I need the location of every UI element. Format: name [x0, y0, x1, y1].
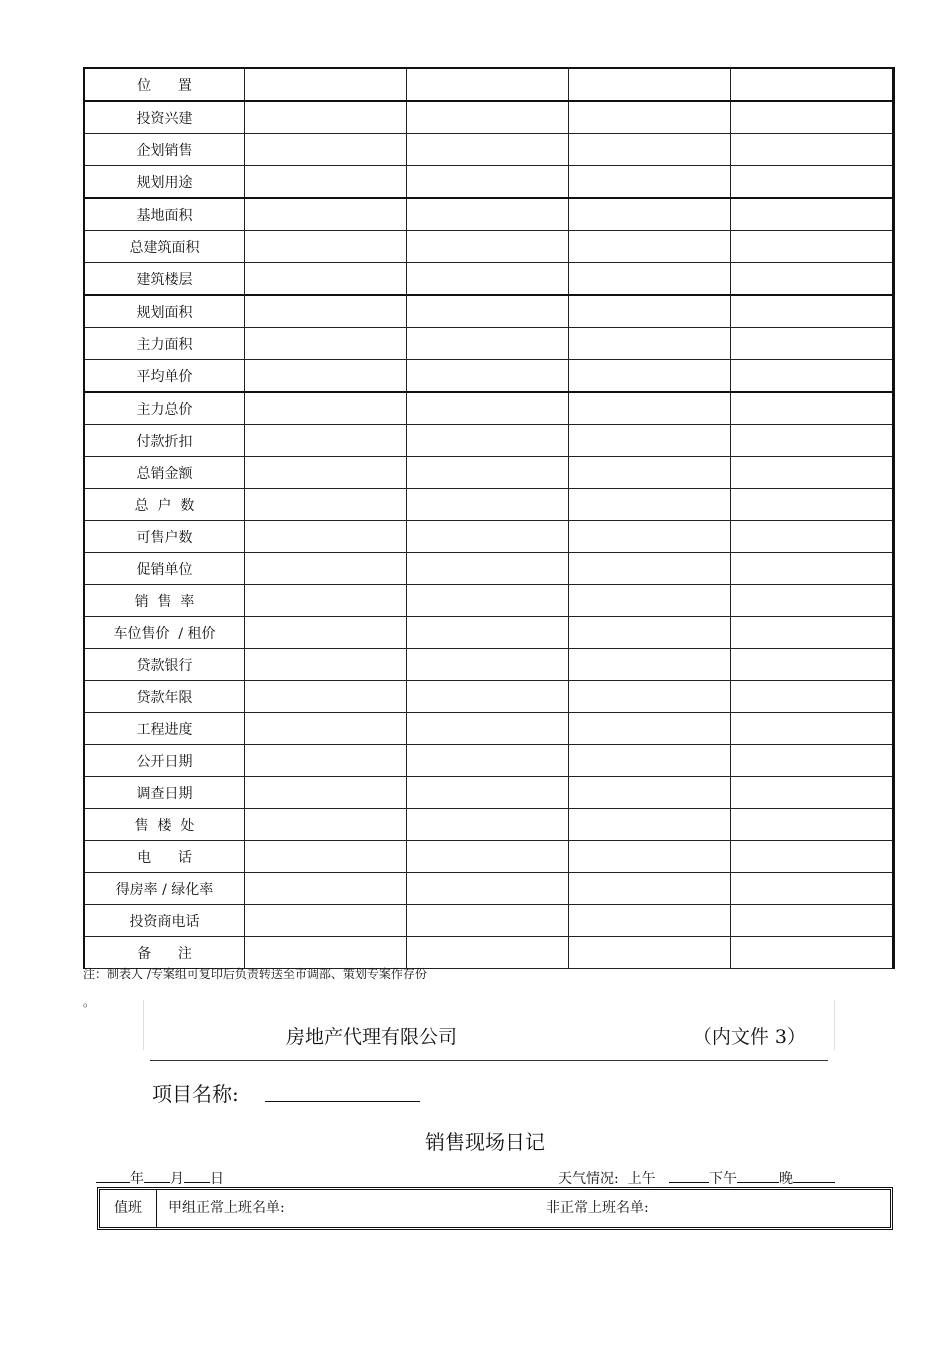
entry-cell[interactable]: [245, 521, 407, 553]
entry-cell[interactable]: [407, 553, 569, 585]
row-label: 贷款年限: [84, 681, 245, 713]
entry-cell[interactable]: [731, 134, 894, 166]
table-row: [84, 777, 894, 809]
day-label: 日: [210, 1171, 224, 1187]
entry-cell[interactable]: [245, 392, 407, 425]
entry-cell[interactable]: [569, 585, 731, 617]
row-label: 备 注: [84, 937, 245, 969]
entry-cell[interactable]: [569, 841, 731, 873]
entry-cell[interactable]: [407, 360, 569, 393]
entry-cell[interactable]: [245, 198, 407, 231]
evening-label: 晚: [778, 1171, 793, 1187]
row-label: 售 楼 处: [84, 809, 245, 841]
entry-cell[interactable]: [407, 328, 569, 360]
entry-cell[interactable]: [569, 905, 731, 937]
table-row: [84, 873, 894, 905]
row-label: 总建筑面积: [84, 231, 245, 263]
entry-cell[interactable]: [407, 198, 569, 231]
row-label: 总销金额: [84, 457, 245, 489]
row-label: 规划面积: [84, 295, 245, 328]
footnote-period: 。: [83, 995, 96, 1009]
entry-cell[interactable]: [569, 263, 731, 296]
row-label: 总 户 数: [84, 489, 245, 521]
table-row: [84, 617, 894, 649]
entry-cell[interactable]: [731, 585, 894, 617]
table-row: [84, 937, 894, 969]
evening-blank[interactable]: [793, 1170, 835, 1183]
entry-cell[interactable]: [407, 681, 569, 713]
entry-cell[interactable]: [245, 777, 407, 809]
entry-cell[interactable]: [731, 809, 894, 841]
row-label: 可售户数: [84, 521, 245, 553]
entry-cell[interactable]: [245, 101, 407, 134]
afternoon-blank[interactable]: [737, 1170, 779, 1183]
entry-cell[interactable]: [731, 841, 894, 873]
entry-cell[interactable]: [245, 231, 407, 263]
entry-cell[interactable]: [407, 617, 569, 649]
entry-cell[interactable]: [731, 617, 894, 649]
date-line: [96, 1168, 224, 1188]
entry-cell[interactable]: [407, 521, 569, 553]
survey-table: [83, 67, 895, 969]
entry-cell[interactable]: [407, 425, 569, 457]
entry-cell[interactable]: [407, 231, 569, 263]
row-label: 调查日期: [84, 777, 245, 809]
entry-cell[interactable]: [245, 905, 407, 937]
row-label: 平均单价: [84, 360, 245, 393]
entry-cell[interactable]: [731, 905, 894, 937]
table-row: [84, 649, 894, 681]
entry-cell[interactable]: [569, 713, 731, 745]
table-row: [84, 295, 894, 328]
entry-cell[interactable]: [245, 166, 407, 199]
entry-cell[interactable]: [407, 134, 569, 166]
entry-cell[interactable]: [569, 166, 731, 199]
row-label: 位 置: [84, 68, 245, 101]
table-row: [84, 392, 894, 425]
entry-cell[interactable]: [407, 263, 569, 296]
row-label: 付款折扣: [84, 425, 245, 457]
entry-cell[interactable]: [569, 873, 731, 905]
entry-cell[interactable]: [731, 295, 894, 328]
entry-cell[interactable]: [407, 101, 569, 134]
entry-cell[interactable]: [569, 937, 731, 969]
entry-cell[interactable]: [569, 101, 731, 134]
entry-cell[interactable]: [245, 745, 407, 777]
entry-cell[interactable]: [245, 841, 407, 873]
entry-cell[interactable]: [569, 809, 731, 841]
entry-cell[interactable]: [569, 521, 731, 553]
irregular-label: 非正常上班名单:: [546, 1200, 649, 1216]
table-row: [84, 263, 894, 296]
month-blank[interactable]: [144, 1170, 170, 1183]
row-label: 促销单位: [84, 553, 245, 585]
table-row: [84, 68, 894, 101]
row-label: 投资商电话: [84, 905, 245, 937]
project-name-field[interactable]: [265, 1101, 420, 1102]
document-header: [143, 1000, 835, 1050]
entry-cell[interactable]: [407, 295, 569, 328]
row-label: 车位售价 / 租价: [84, 617, 245, 649]
row-label: 销 售 率: [84, 585, 245, 617]
table-row: [84, 101, 894, 134]
entry-cell[interactable]: [407, 585, 569, 617]
duty-roster-box: [97, 1187, 893, 1230]
entry-cell[interactable]: [245, 649, 407, 681]
entry-cell[interactable]: [731, 198, 894, 231]
table-row: [84, 457, 894, 489]
entry-cell[interactable]: [245, 263, 407, 296]
entry-cell[interactable]: [731, 489, 894, 521]
entry-cell[interactable]: [731, 713, 894, 745]
table-row: [84, 489, 894, 521]
entry-cell[interactable]: [245, 295, 407, 328]
group-a-label: 甲组正常上班名单:: [168, 1200, 285, 1216]
header-rule: [150, 1060, 828, 1061]
entry-cell[interactable]: [731, 392, 894, 425]
entry-cell[interactable]: [731, 873, 894, 905]
entry-cell[interactable]: [569, 360, 731, 393]
entry-cell[interactable]: [569, 295, 731, 328]
entry-cell[interactable]: [569, 745, 731, 777]
entry-cell[interactable]: [731, 521, 894, 553]
entry-cell[interactable]: [731, 166, 894, 199]
entry-cell[interactable]: [407, 392, 569, 425]
entry-cell[interactable]: [731, 745, 894, 777]
entry-cell[interactable]: [731, 231, 894, 263]
entry-cell[interactable]: [407, 745, 569, 777]
row-label: 基地面积: [84, 198, 245, 231]
afternoon-label: 下午: [708, 1171, 737, 1187]
company-name: 房地产代理有限公司: [286, 1026, 458, 1048]
table-row: [84, 198, 894, 231]
entry-cell[interactable]: [245, 553, 407, 585]
entry-cell[interactable]: [407, 68, 569, 101]
morning-blank[interactable]: [669, 1170, 709, 1183]
row-label: 得房率 / 绿化率: [84, 873, 245, 905]
entry-cell[interactable]: [731, 68, 894, 101]
row-label: 投资兴建: [84, 101, 245, 134]
entry-cell[interactable]: [569, 231, 731, 263]
table-row: [84, 809, 894, 841]
entry-cell[interactable]: [407, 166, 569, 199]
table-row: [84, 841, 894, 873]
entry-cell[interactable]: [569, 617, 731, 649]
table-row: [84, 745, 894, 777]
row-label: 建筑楼层: [84, 263, 245, 296]
table-row: [84, 521, 894, 553]
entry-cell[interactable]: [569, 457, 731, 489]
entry-cell[interactable]: [407, 937, 569, 969]
table-row: [84, 585, 894, 617]
entry-cell[interactable]: [245, 425, 407, 457]
table-row: [84, 231, 894, 263]
entry-cell[interactable]: [245, 134, 407, 166]
entry-cell[interactable]: [731, 101, 894, 134]
entry-cell[interactable]: [569, 649, 731, 681]
entry-cell[interactable]: [407, 809, 569, 841]
entry-cell[interactable]: [569, 134, 731, 166]
table-row: [84, 166, 894, 199]
entry-cell[interactable]: [245, 585, 407, 617]
diary-title: 销售现场日记: [425, 1130, 545, 1154]
row-label: 电 话: [84, 841, 245, 873]
entry-cell[interactable]: [569, 553, 731, 585]
file-tag: （内文件 3）: [692, 1026, 806, 1048]
entry-cell[interactable]: [731, 425, 894, 457]
project-name-label: 项目名称:: [152, 1082, 239, 1106]
duty-label: 值班: [100, 1190, 157, 1227]
table-row: [84, 905, 894, 937]
day-blank[interactable]: [184, 1170, 210, 1183]
entry-cell[interactable]: [569, 489, 731, 521]
entry-cell[interactable]: [245, 617, 407, 649]
entry-cell[interactable]: [569, 392, 731, 425]
entry-cell[interactable]: [731, 360, 894, 393]
entry-cell[interactable]: [245, 489, 407, 521]
table-row: [84, 425, 894, 457]
weather-label: 天气情况: 上午: [558, 1171, 656, 1187]
entry-cell[interactable]: [407, 649, 569, 681]
entry-cell[interactable]: [407, 873, 569, 905]
entry-cell[interactable]: [731, 649, 894, 681]
row-label: 规划用途: [84, 166, 245, 199]
entry-cell[interactable]: [407, 841, 569, 873]
table-row: [84, 713, 894, 745]
entry-cell[interactable]: [731, 263, 894, 296]
entry-cell[interactable]: [731, 328, 894, 360]
table-row: [84, 553, 894, 585]
entry-cell[interactable]: [245, 713, 407, 745]
entry-cell[interactable]: [569, 328, 731, 360]
entry-cell[interactable]: [731, 681, 894, 713]
entry-cell[interactable]: [245, 681, 407, 713]
entry-cell[interactable]: [407, 457, 569, 489]
entry-cell[interactable]: [407, 713, 569, 745]
year-blank[interactable]: [96, 1170, 130, 1183]
entry-cell[interactable]: [245, 68, 407, 101]
table-row: [84, 328, 894, 360]
entry-cell[interactable]: [731, 777, 894, 809]
table-row: [84, 360, 894, 393]
entry-cell[interactable]: [569, 68, 731, 101]
entry-cell[interactable]: [569, 777, 731, 809]
entry-cell[interactable]: [569, 681, 731, 713]
row-label: 贷款银行: [84, 649, 245, 681]
entry-cell[interactable]: [245, 457, 407, 489]
entry-cell[interactable]: [407, 905, 569, 937]
entry-cell[interactable]: [731, 553, 894, 585]
row-label: 主力面积: [84, 328, 245, 360]
row-label: 企划销售: [84, 134, 245, 166]
row-label: 工程进度: [84, 713, 245, 745]
table-row: [84, 681, 894, 713]
entry-cell[interactable]: [407, 777, 569, 809]
entry-cell[interactable]: [731, 937, 894, 969]
entry-cell[interactable]: [245, 809, 407, 841]
entry-cell[interactable]: [245, 873, 407, 905]
entry-cell[interactable]: [569, 198, 731, 231]
row-label: 公开日期: [84, 745, 245, 777]
table-footnote: 注：制表人 /专案组可复印后负责转送至市调部、策划专案作存份: [83, 967, 427, 981]
table-row: [84, 134, 894, 166]
weather-line: [558, 1168, 835, 1188]
entry-cell[interactable]: [245, 937, 407, 969]
year-label: 年: [130, 1171, 144, 1187]
entry-cell[interactable]: [731, 457, 894, 489]
month-label: 月: [170, 1171, 184, 1187]
entry-cell[interactable]: [407, 489, 569, 521]
entry-cell[interactable]: [245, 328, 407, 360]
row-label: 主力总价: [84, 392, 245, 425]
entry-cell[interactable]: [245, 360, 407, 393]
entry-cell[interactable]: [569, 425, 731, 457]
